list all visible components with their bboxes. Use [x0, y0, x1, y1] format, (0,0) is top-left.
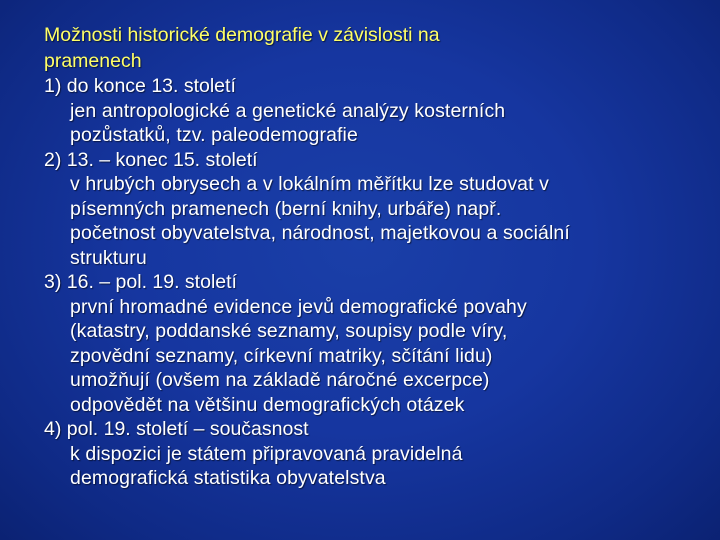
- section-detail: [44, 295, 684, 418]
- detail-line: k dispozici je státem připravovaná pravidelná: [70, 442, 463, 465]
- detail-line: zpovědní seznamy, církevní matriky, sčítání lidu): [70, 344, 493, 367]
- section-2: [44, 148, 684, 271]
- detail-line: (katastry, poddanské seznamy, soupisy podle víry,: [70, 320, 508, 342]
- detail-line: umožňují (ovšem na základě náročné excerpce): [70, 369, 490, 391]
- slide-content: [44, 22, 684, 491]
- section-heading: 2) 13. – konec 15. století: [44, 148, 258, 171]
- detail-line: početnost obyvatelstva, národnost, majetkovou a sociální: [70, 222, 570, 244]
- slide-title: [44, 22, 684, 74]
- section-4: [44, 417, 684, 491]
- section-1: [44, 74, 684, 148]
- detail-line: strukturu: [70, 246, 147, 269]
- section-heading: 3) 16. – pol. 19. století: [44, 271, 237, 293]
- title-line: pramenech: [44, 50, 142, 72]
- detail-line: první hromadné evidence jevů demografické povahy: [70, 295, 527, 318]
- section-detail: [44, 172, 684, 270]
- section-3: [44, 270, 684, 417]
- section-detail: [44, 442, 684, 491]
- section-heading: 4) pol. 19. století – současnost: [44, 418, 309, 440]
- detail-line: jen antropologické a genetické analýzy kosterních: [70, 99, 506, 122]
- section-heading: 1) do konce 13. století: [44, 75, 236, 97]
- detail-line: pozůstatků, tzv. paleodemografie: [70, 124, 358, 146]
- section-detail: [44, 99, 684, 148]
- detail-line: v hrubých obrysech a v lokálním měřítku lze studovat v: [70, 173, 550, 195]
- detail-line: písemných pramenech (berní knihy, urbáře) např.: [70, 197, 502, 220]
- detail-line: demografická statistika obyvatelstva: [70, 467, 386, 489]
- title-line: Možnosti historické demografie v závislosti na: [44, 24, 440, 46]
- detail-line: odpovědět na většinu demografických otázek: [70, 393, 465, 416]
